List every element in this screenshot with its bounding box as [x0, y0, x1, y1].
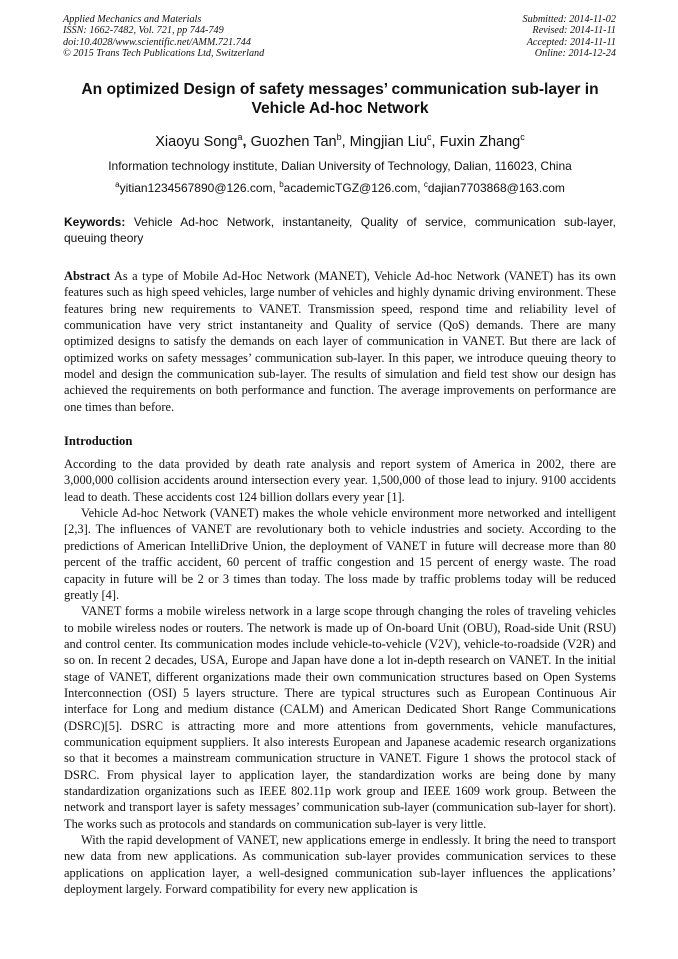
email-list	[64, 180, 616, 195]
introduction-body	[64, 456, 616, 897]
paragraph: Vehicle Ad-hoc Network (VANET) makes the whole vehicle environment more networked and intelligent [2,3]. The influences of VANET are revolutionary both to vehicle industries and society. According to the predictions of American IntelliDrive Union, the deployment of VANET in future will decrease more than 80 percent of the traffic accident, 60 percent of traffic congestion and 15 percent of energy waste. The road capacity in future will be 2 or 3 times than today. The loss made by traffic problems today will be reduced greatly [4].	[64, 506, 616, 602]
copyright-line: © 2015 Trans Tech Publications Ltd, Switzerland	[63, 48, 265, 60]
author-separator: ,	[341, 134, 350, 150]
author-affil-mark: c	[427, 132, 432, 142]
paper-title: An optimized Design of safety messages’ communication sub-layer in Vehicle Ad-hoc Network	[81, 81, 599, 117]
keywords-text: Vehicle Ad-hoc Network, instantaneity, Quality of service, communication sub-layer, queuing theory	[64, 215, 616, 245]
abstract-label: Abstract	[64, 269, 111, 283]
email-address: academicTGZ@126.com	[283, 181, 418, 195]
doi-line: doi:10.4028/www.scientific.net/AMM.721.744	[63, 36, 251, 48]
abstract-block	[64, 268, 616, 415]
keywords-block	[64, 214, 616, 246]
abstract-text: As a type of Mobile Ad-Hoc Network (MANET), Vehicle Ad-hoc Network (VANET) has its own features such as high speed vehicles, large number of vehicles and highly dynamic driving environment. These features bring new requirements to VANET. Transmission speed, respond time and reliability level of communication have very strict instantaneity and Quality of service (QoS) demands. There are many optimized designs to satisfy the demands on each layer of communication in VANET. But there are lack of optimized works on safety messages’ communication sub-layer. In this paper, we introduce queuing theory to model and design the communication sub-layer. The results of simulation and field test show our design has achieved the requirements on both performance and function. The average improvements on performance are one times than before.	[64, 269, 616, 414]
author-affil-mark: c	[520, 132, 525, 142]
author-separator: ,	[431, 134, 440, 150]
email-address: yitian1234567890@126.com	[119, 181, 273, 195]
email-address: dajian7703868@163.com	[427, 181, 565, 195]
online-date: Online: 2014-12-24	[534, 48, 616, 60]
author-list	[64, 132, 616, 150]
author-affil-mark: a	[237, 132, 243, 142]
paragraph: VANET forms a mobile wireless network in a large scope through changing the roles of traveling vehicles to mobile wireless nodes or routers. The network is made up of On-board Unit (OBU), Road-side Unit (RSU) and control center. Its communication modes include vehicle-to-vehicle (V2V), vehicle-to-roadside (V2R) and so on. In recent 2 decades, USA, Europe and Japan have done a lot in-depth research on VANET. In the initial stage of VANET, different organizations made their own communication structures based on Open Systems Interconnection (OSI) 5 layers structure. There are typical structures such as European Continuous Air interface for Long and medium distance (CALM) and American Dedicated Short Range Communications (DSRC)[5]. DSRC is attracting more and more attentions from governments, vehicle manufactures, communication equipment suppliers. It also interests European and Japanese academic research organizations so that it becomes a mainstream communication structure in VANET. Figure 1 shows the protocol stack of DSRC. From physical layer to application layer, the standardization works are being done by many standardization organizations such as IEEE 802.11p work group and IEEE 1609 work group. Between the network and transport layer is safety messages’ communication sub-layer (communication sub-layer for short). The works such as protocols and standards on communication sub-layer is very little.	[64, 604, 616, 831]
submitted-date: Submitted: 2014-11-02	[522, 14, 616, 25]
author-name: Guozhen Tan	[250, 134, 337, 150]
journal-name: Applied Mechanics and Materials	[63, 14, 202, 25]
email-mark: a	[115, 180, 120, 189]
accepted-date: Accepted: 2014-11-11	[526, 36, 616, 48]
section-heading-introduction: Introduction	[64, 434, 133, 449]
affiliation: Information technology institute, Dalian University of Technology, Dalian, 116023, China	[108, 159, 572, 173]
author-separator: ,	[242, 134, 251, 150]
journal-info	[63, 14, 264, 60]
email-separator: ,	[417, 181, 424, 195]
paper-page	[64, 14, 616, 897]
issn-line: ISSN: 1662-7482, Vol. 721, pp 744-749	[63, 25, 224, 37]
author-name: Fuxin Zhang	[439, 134, 521, 150]
author-affil-mark: b	[336, 132, 342, 142]
email-mark: c	[423, 180, 428, 189]
email-mark: b	[279, 180, 284, 189]
journal-header	[64, 14, 616, 66]
keywords-label: Keywords:	[64, 215, 126, 229]
submission-dates	[523, 14, 616, 60]
paragraph: With the rapid development of VANET, new applications emerge in endlessly. It bring the need to transport new data from new applications. As communication sub-layer provides communication services to these applications on application layer, a well-designed communication sub-layer influences the applications’ deployment largely. Forward compatibility for every new application is	[64, 833, 616, 897]
author-name: Mingjian Liu	[349, 134, 428, 150]
revised-date: Revised: 2014-11-11	[532, 25, 616, 37]
author-name: Xiaoyu Song	[155, 134, 238, 150]
email-separator: ,	[272, 181, 280, 195]
paragraph: According to the data provided by death rate analysis and report system of America in 2002, there are 3,000,000 collision accidents around intersection every year. 1,500,000 of those lead to injury. 9100 accidents lead to death. These accidents cost 124 billion dollars every year [1].	[64, 457, 616, 504]
